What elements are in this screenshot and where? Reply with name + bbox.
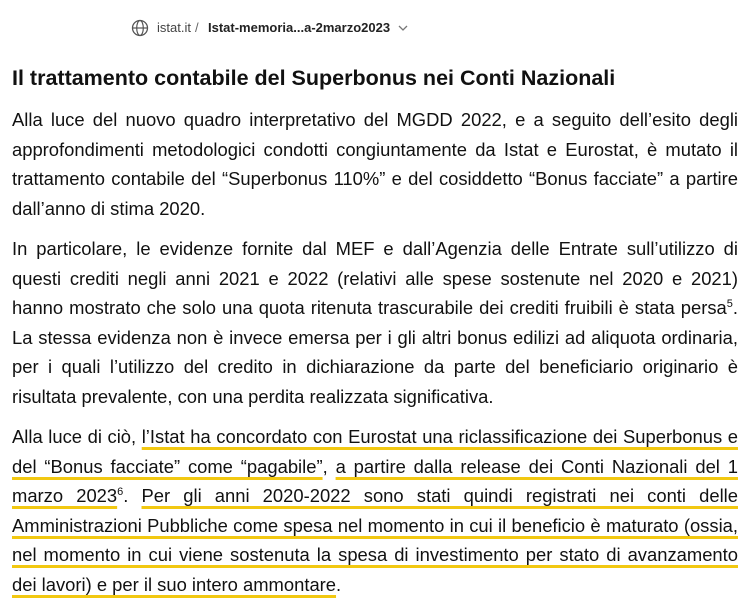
document-name[interactable]: Istat-memoria...a-2marzo2023	[208, 20, 391, 35]
paragraph-3-end: .	[336, 573, 342, 595]
paragraph-3-between-1: ,	[322, 455, 336, 477]
document-body	[12, 62, 738, 599]
highlighted-text-3: Per gli anni 2020-2022 sono stati quindi registrati nei conti delle Amministrazioni Pubbliche come spesa nel momento in cui il beneficio è maturato (ossia, nel momento in cui viene sostenuta la spesa di investimento per stato di avanzamento dei lavori) e per il suo intero ammontare	[12, 485, 738, 595]
paragraph-1: Alla luce del nuovo quadro interpretativo del MGDD 2022, e a seguito dell’esito degli approfondimenti metodologici condotti congiuntamente da Istat e Eurostat, è mutato il trattamento contabile del “Superbonus 110%” e del cosiddetto “Bonus facciate” a partire dall’anno di stima 2020.	[12, 109, 738, 219]
highlighted-text-1: l’Istat ha concordato con Eurostat una riclassificazione dei Superbonus e del “Bonus facciate” come “pagabile”	[12, 426, 738, 477]
globe-icon	[131, 19, 149, 37]
chevron-down-icon[interactable]	[398, 24, 408, 32]
paragraph-3-intro: Alla luce di ciò,	[12, 426, 142, 447]
footnote-ref-6[interactable]: 6	[117, 485, 124, 498]
breadcrumb-separator: /	[195, 20, 199, 35]
paragraph-3-between-2: .	[123, 485, 142, 506]
paragraph-2-text: In particolare, le evidenze fornite dal MEF e dall’Agenzia delle Entrate sull’utilizzo di questi crediti negli anni 2021 e 2022 (relativi alle spese sostenute nel 2020 e 2021) hanno mostrato che solo una quota ritenuta trascurabile dei crediti fruibili è stata persa	[12, 238, 738, 318]
paragraph-3	[12, 422, 738, 599]
section-title: Il trattamento contabile del Superbonus nei Conti Nazionali	[12, 66, 616, 90]
paragraph-2	[12, 234, 738, 411]
paragraph-2-continued: . La stessa evidenza non è invece emersa per i gli altri bonus edilizi ad aliquota ordinaria, per i quali l’utilizzo del credito in dichiarazione da parte del beneficiario originario è risultata prevalente, con una perdita realizzata significativa.	[12, 297, 738, 407]
highlighted-text-2: a partire dalla release dei Conti Nazionali del 1 marzo 2023	[12, 455, 738, 506]
footnote-ref-5[interactable]: 5	[726, 297, 733, 310]
site-name[interactable]: istat.it	[157, 20, 191, 35]
top-bar	[0, 0, 749, 56]
